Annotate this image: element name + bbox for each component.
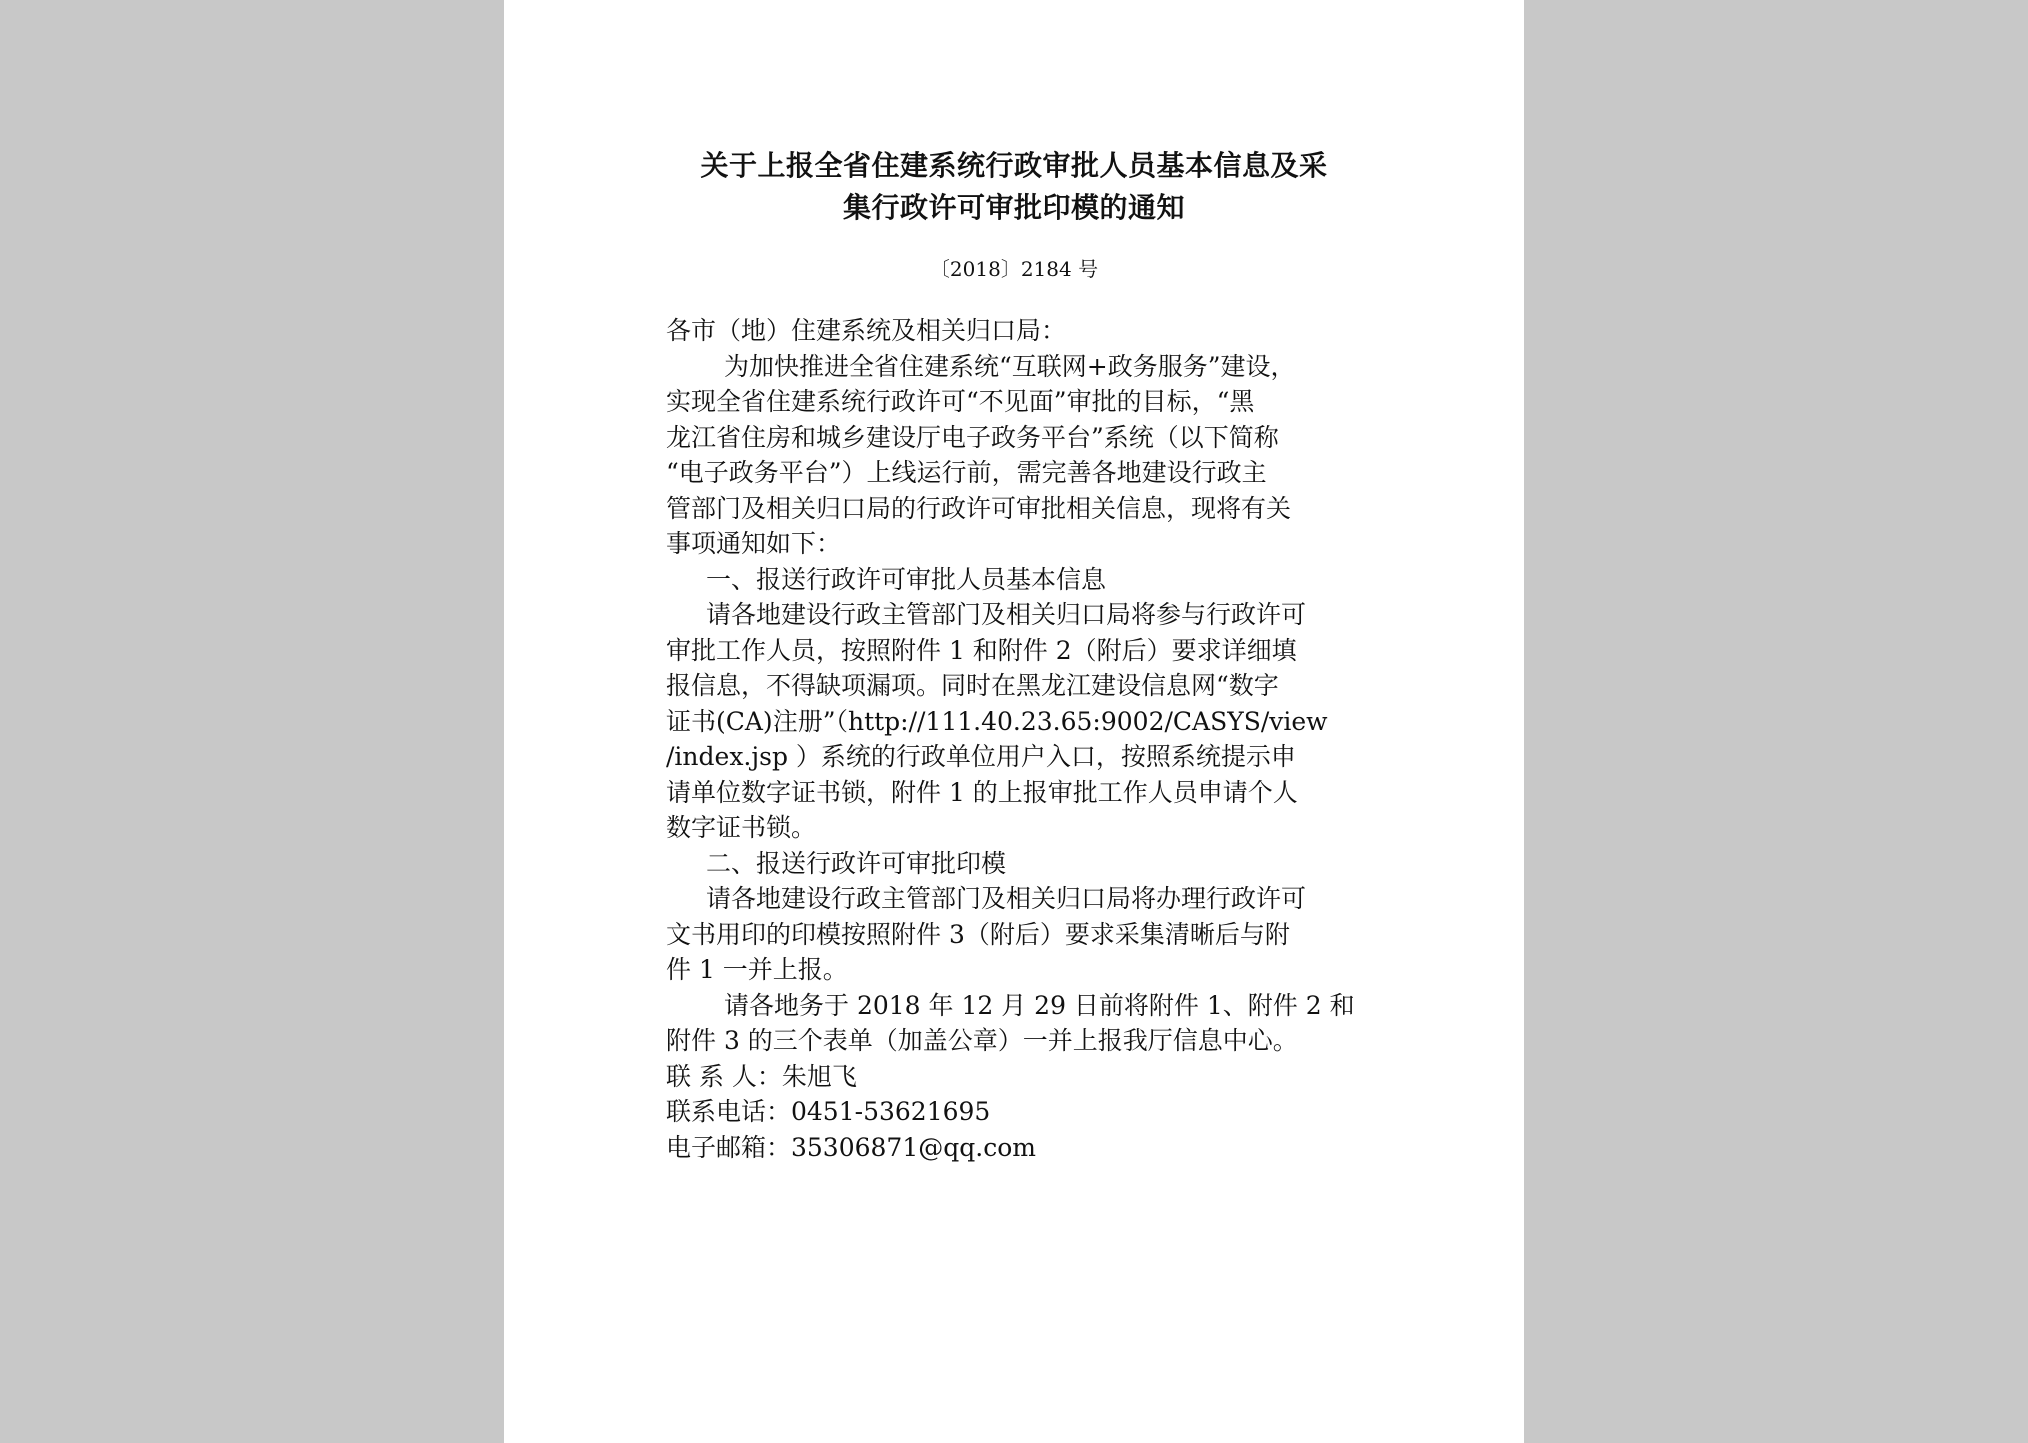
body-line: 二、报送行政许可审批印模	[706, 848, 1007, 878]
body-line: 请单位数字证书锁，附件 1 的上报审批工作人员申请个人	[666, 777, 1298, 807]
body-line: 各市（地）住建系统及相关归口局：	[666, 316, 1067, 345]
title-line-1: 关于上报全省住建系统行政审批人员基本信息及采	[700, 149, 1328, 182]
body-line: 文书用印的印模按照附件 3（附后）要求采集清晰后与附	[666, 919, 1290, 949]
body-line: /index.jsp ）系统的行政单位用户入口，按照系统提示申	[666, 742, 1296, 771]
document-body	[666, 313, 1386, 1165]
body-line: 请各地务于 2018 年 12 月 29 日前将附件 1、附件 2 和	[724, 990, 1355, 1020]
body-line: 件 1 一并上报。	[666, 955, 848, 984]
body-line: 数字证书锁。	[666, 813, 817, 842]
document-page	[504, 0, 1524, 1443]
document-number: 〔2018〕2184 号	[929, 257, 1099, 281]
body-line: 报信息，不得缺项漏项。同时在黑龙江建设信息网“数字	[666, 671, 1279, 700]
body-line: 请各地建设行政主管部门及相关归口局将办理行政许可	[706, 884, 1307, 913]
body-line: 请各地建设行政主管部门及相关归口局将参与行政许可	[706, 600, 1307, 629]
body-line: 联 系 人：朱旭飞	[666, 1061, 857, 1091]
body-line: 证书(CA)注册”（http://111.40.23.65:9002/CASYS/view	[666, 706, 1328, 736]
body-line: 为加快推进全省住建系统“互联网+政务服务”建设，	[724, 351, 1296, 381]
body-line: 事项通知如下：	[666, 529, 842, 558]
body-line: 管部门及相关归口局的行政许可审批相关信息，现将有关	[666, 493, 1292, 523]
title-line-2: 集行政许可审批印模的通知	[842, 191, 1185, 224]
document-title	[654, 145, 1374, 229]
body-line: 一、报送行政许可审批人员基本信息	[706, 564, 1107, 594]
body-line: 审批工作人员，按照附件 1 和附件 2（附后）要求详细填	[666, 635, 1297, 665]
body-line: 龙江省住房和城乡建设厅电子政务平台”系统（以下简称	[666, 422, 1279, 452]
body-line: 电子邮箱：35306871@qq.com	[666, 1132, 1036, 1162]
body-line: 联系电话：0451-53621695	[666, 1097, 991, 1126]
body-line: 附件 3 的三个表单（加盖公章）一并上报我厅信息中心。	[666, 1026, 1298, 1055]
body-line: 实现全省住建系统行政许可“不见面”审批的目标，“黑	[666, 387, 1255, 416]
body-line: “电子政务平台”）上线运行前，需完善各地建设行政主	[666, 458, 1267, 487]
